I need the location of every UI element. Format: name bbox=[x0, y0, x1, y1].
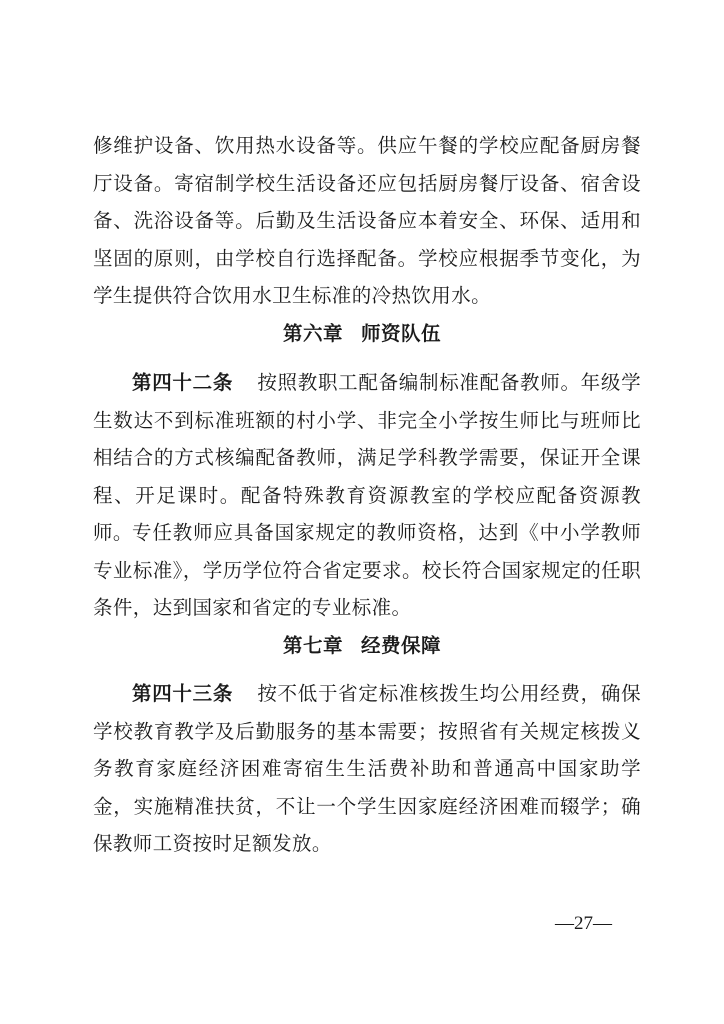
article-43-label: 第四十三条 bbox=[132, 682, 234, 705]
chapter-7-title: 经费保障 bbox=[361, 634, 442, 657]
chapter-7-number: 第七章 bbox=[282, 634, 343, 657]
chapter-6-number: 第六章 bbox=[282, 322, 343, 345]
page-number: —27— bbox=[555, 913, 612, 934]
chapter-6-title: 师资队伍 bbox=[361, 322, 442, 345]
chapter-7-heading bbox=[0, 627, 724, 665]
article-42-text: 按照教职工配备编制标准配备教师。年级学生数达不到标准班额的村小学、非完全小学按生师比与班师比相结合的方式核编配备教师，满足学科教学需要，保证开全课程、开足课时。配备特殊教育资源教室的学校应配备资源教师。 bbox=[93, 371, 641, 544]
article-43-paragraph bbox=[93, 675, 641, 863]
teacher-qualification-paragraph bbox=[93, 514, 641, 627]
chapter-6-heading bbox=[0, 315, 724, 353]
teacher-qualification-text: 专任教师应具备国家规定的教师资格，达到《中小学教师专业标准》，学历学位符合省定要求。校长符合国家规定的任职条件，达到国家和省定的专业标准。 bbox=[93, 521, 641, 619]
paragraph-equipment-text: 修维护设备、饮用热水设备等。供应午餐的学校应配备厨房餐厅设备。寄宿制学校生活设备还应包括厨房餐厅设备、宿舍设备、洗浴设备等。后勤及生活设备应本着安全、环保、适用和坚固的原则，由学校自行选择配备。学校应根据季节变化，为学生提供符合饮用水卫生标准的冷热饮用水。 bbox=[93, 134, 641, 307]
article-43-text: 按不低于省定标准核拨生均公用经费，确保学校教育教学及后勤服务的基本需要；按照省有关规定核拨义务教育家庭经济困难寄宿生生活费补助和普通高中国家助学金，实施精准扶贫，不让一个学生因家庭经济困难而辍学；确保教师工资按时足额发放。 bbox=[93, 682, 641, 855]
article-42-label: 第四十二条 bbox=[132, 371, 234, 394]
paragraph-equipment bbox=[93, 127, 641, 315]
